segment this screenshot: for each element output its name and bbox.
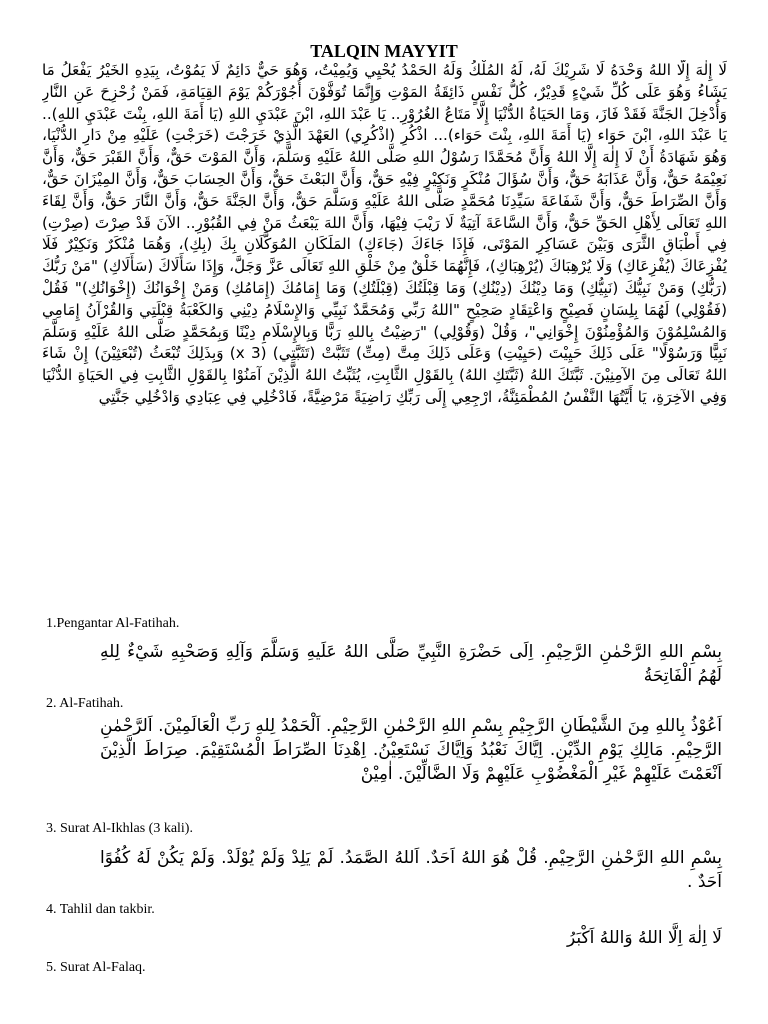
section-heading-tahlil: 4. Tahlil dan takbir. xyxy=(46,902,155,917)
talqin-text: لَا إِلٰهَ إِلَّا اللهُ وَحْدَهُ لَا شَرِيْكَ لَهُ، لَهُ المُلْكُ وَلَهُ الحَمْدُ يُحْيِي وَيُمِيْتُ، وَهُوَ حَيٌّ دَائِمٌ لَا يَمُوْتُ، بِيَدِهِ الخَيْرُ يَفْعَلُ مَا يَشَاءُ وَهُوَ عَلَى كُلِّ شَيْءٍ قَدِيْرٌ، كُلُّ نَفْسٍ ذَائِقَةُ المَوْتِ وَإِنَّمَا تُوَفَّوْنَ أُجُوْرَكُمْ يَوْمَ القِيَامَةِ، فَمَنْ زُحْزِحَ عَنِ النَّارِ وَأُدْخِلَ الجَنَّةَ فَقَدْ فَازَ، وَمَا الحَيَاةُ الدُّنْيَا إِلَّا مَتَاعُ الغُرُوْرِ.. يَا عَبْدَ اللهِ، ابْنَ عَبْدَيِ اللهِ (يَا أَمَةَ اللهِ، بِنْتَ عَبْدَيِ اللهِ).. يَا عَبْدَ اللهِ، ابْنَ حَوَاء (يَا أَمَةَ اللهِ، بِنْتَ حَوَاء)... اذْكُرِ (اذْكُرِي) العَهْدَ الَّذِيْ خَرَجْتَ (خَرَجْتِ) عَلَيْهِ مِنْ دَارِ الدُّنْيَا، وَهُوَ شَهَادَةُ أَنْ لَا إِلٰهَ إِلَّا اللهُ وَأَنَّ مُحَمَّدًا رَسُوْلُ اللهِ صَلَّى اللهُ عَلَيْهِ وَسَلَّمَ، وَأَنَّ المَوْتَ حَقٌّ، وَأَنَّ القَبْرَ حَقٌّ، وَأَنَّ نَعِيْمَهُ حَقٌّ، وَأَنَّ عَذَابَهُ حَقٌّ، وَأَنَّ سُؤَالَ مُنْكَرٍ وَنَكِيْرٍ فِيْهِ حَقٌّ، وَأَنَّ البَعْثَ حَقٌّ، وَأَنَّ الحِسَابَ حَقٌّ، وَأَنَّ المِيْزَانَ حَقٌّ، وَأَنَّ الصِّرَاطَ حَقٌّ، وَأَنَّ شَفَاعَةَ سَيِّدِنَا مُحَمَّدٍ صَلَّى اللهُ عَلَيْهِ وَسَلَّمَ حَقٌّ، وَأَنَّ الجَنَّةَ حَقٌّ، وَأَنَّ النَّارَ حَقٌّ، وَأَنَّ لِقَاءَ اللهِ تَعَالَى لِأَهْلِ الحَقِّ حَقٌّ، وَأَنَّ السَّاعَةَ آتِيَةٌ لَا رَيْبَ فِيْهَا، وَأَنَّ اللهَ يَبْعَثُ مَنْ فِي القُبُوْرِ.. الآنَ قَدْ صِرْتَ (صِرْتِ) فِي أَطْبَاقِ الثَّرَى وَبَيْنَ عَسَاكِرِ المَوْتَى، فَإِذَا جَاءَكَ (جَاءَكِ) المَلَكَانِ المُوَكَّلَانِ بِكَ (بِكِ)، وَهُمَا مُنْكَرٌ وَنَكِيْرٌ فَلَا يُفْزِعَاكَ (يُفْزِعَاكِ) وَلَا يُرْهِبَاكَ (يُرْهِبَاكِ)، فَإِنَّهُمَا خَلْقٌ مِنْ خَلْقِ اللهِ تَعَالَى عَزَّ وَجَلَّ، وَإِذَا سَأَلَاكَ (سَأَلَاكِ) "مَنْ رَبُّكَ (رَبُّكِ) وَمَنْ نَبِيُّكَ (نَبِيُّكِ) وَمَا دِيْنُكَ (دِيْنُكِ) وَمَا قِبْلَتُكَ (قِبْلَتُكِ) وَمَا إِمَامُكَ (إِمَامُكِ) وَمَنْ إِخْوَانُكَ (إِخْوَانُكِ)" فَقُلْ (فَقُوْلِي) لَهُمَا بِلِسَانٍ فَصِيْحٍ وَاعْتِقَادٍ صَحِيْحٍ "اللهُ رَبِّي وَمُحَمَّدٌ نَبِيِّي وَالإِسْلَامُ دِيْنِي وَالكَعْبَةُ قِبْلَتِي وَالقُرْآنُ إِمَامِي وَالمُسْلِمُوْنَ وَالمُؤْمِنُوْنَ إِخْوَانِي"، وَقُلْ (وَقُوْلِي) "رَضِيْتُ بِاللهِ رَبًّا وَبِالإِسْلَامِ دِيْنًا وَبِمُحَمَّدٍ صَلَّى اللهُ عَلَيْهِ وَسَلَّمَ نَبِيًّا وَرَسُوْلًا" عَلَى ذَلِكَ حَيِيْتَ (حَيِيْتِ) وَعَلَى ذَلِكَ مِتَّ (مِتِّ) تَثَبَّتْ (تَثَبَّتِي) (3 x) وَبِذَلِكَ تُبْعَثُ (تُبْعَثِيْنَ) إِنْ شَاءَ اللهُ تَعَالَى مِنَ الآمِنِيْنَ. ثَبَّتَكَ اللهُ (ثَبَّتَكِ اللهُ) بِالقَوْلِ الثَّابِتِ، يُثَبِّتُ اللهُ الَّذِيْنَ آمَنُوْا بِالقَوْلِ الثَّابِتِ فِي الحَيَاةِ الدُّنْيَا وَفِي الآخِرَةِ، يَا أَيَّتُهَا النَّفْسُ المُطْمَئِنَّةُ، ارْجِعِي إِلَى رَبِّكِ رَاضِيَةً مَرْضِيَّةً، فَادْخُلِي فِي عِبَادِي وَادْخُلِي جَنَّتِي xyxy=(42,61,727,406)
section-heading-al-falaq: 5. Surat Al-Falaq. xyxy=(46,960,146,975)
section-arabic-al-fatihah: اَعُوْذُ بِاللهِ مِنَ الشَّيْطَانِ الرَّجِيْمِ بِسْمِ اللهِ الرَّحْمٰنِ الرَّحِيْمِ. اَلْحَمْدُ لِلهِ رَبِّ الْعَالَمِيْنَ. اَلرَّحْمٰنِ الرَّحِيْمِ. مَالِكِ يَوْمِ الدِّيْنِ. اِيَّاكَ نَعْبُدُ وَاِيَّاكَ نَسْتَعِيْنُ. اِهْدِنَا الصِّرَاطَ الْمُسْتَقِيْمَ. صِرَاطَ الَّذِيْنَ اَنْعَمْتَ عَلَيْهِمْ غَيْرِ الْمَغْضُوْبِ عَلَيْهِمْ وَلَا الضَّالِّيْنَ. اٰمِيْنْ xyxy=(100,716,722,784)
section-arabic-al-ikhlas: بِسْمِ اللهِ الرَّحْمٰنِ الرَّحِيْمِ. قُلْ هُوَ اللهُ اَحَدٌ. اَللهُ الصَّمَدُ. لَمْ يَلِدْ وَلَمْ يُوْلَدْ. وَلَمْ يَكُنْ لَهُ كُفُوًا اَحَدٌ . xyxy=(100,848,722,892)
section-arabic-tahlil: لَا اِلٰهَ اِلَّا اللهُ وَاللهُ اَكْبَرُ xyxy=(567,928,722,948)
section-heading-pengantar: 1.Pengantar Al-Fatihah. xyxy=(46,616,180,631)
section-heading-al-fatihah: 2. Al-Fatihah. xyxy=(46,696,124,711)
document-title: TALQIN MAYYIT xyxy=(310,41,458,61)
section-arabic-pengantar: بِسْمِ اللهِ الرَّحْمٰنِ الرَّحِيْمِ. اِلَى حَضْرَةِ النَّبِيِّ صَلَّى اللهُ عَلَيهِ وَسَلَّمَ وَآلِهِ وَصَحْبِهِ شَيْءٌ لِلهِ لَهُمُ الْفَاتِحَةُ xyxy=(100,642,722,686)
section-heading-al-ikhlas: 3. Surat Al-Ikhlas (3 kali). xyxy=(46,821,193,836)
